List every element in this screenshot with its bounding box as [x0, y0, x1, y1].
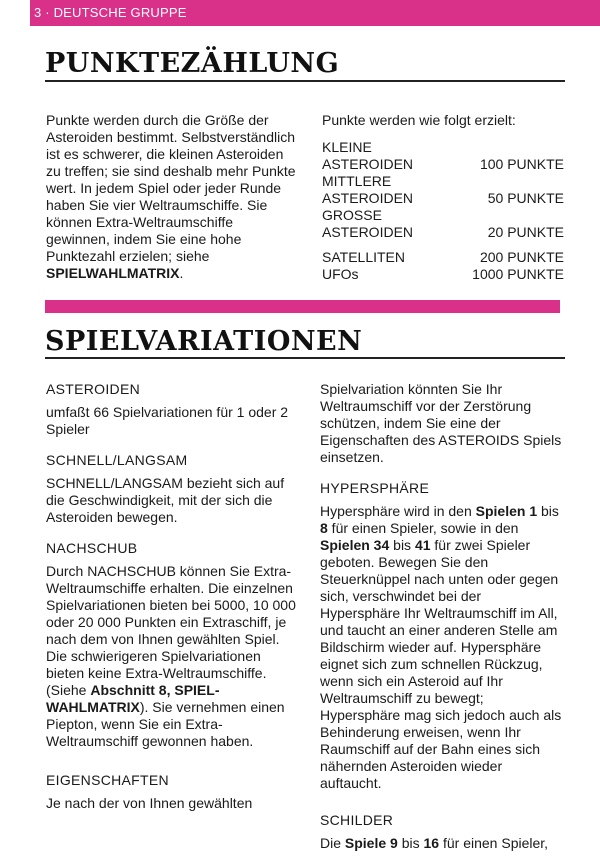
eigenschaften-text: Je nach der von Ihnen gewählten	[46, 795, 253, 811]
chapter-header-label: 3 · DEUTSCHE GRUPPE	[34, 5, 187, 20]
score-points: 100 PUNKTE	[479, 156, 564, 172]
score-label: MITTLERE ASTEROIDEN	[322, 173, 414, 206]
scoring-text-end: .	[179, 265, 184, 281]
chapter-header	[30, 0, 600, 26]
subheading-nachschub: NACHSCHUB	[46, 540, 138, 556]
scoring-intro: Punkte werden wie folgt erzielt:	[322, 112, 516, 128]
subheading-eigenschaften: EIGENSCHAFTEN	[46, 772, 169, 788]
nachschub-reference: Abschnitt 8, SPIEL-WAHLMATRIX	[46, 682, 220, 715]
score-label: GROSSE ASTEROIDEN	[322, 207, 414, 240]
schilder-game-ref: 16	[423, 835, 440, 851]
schilder-text-part: bis	[397, 835, 424, 851]
schilder-text-part: für einen Spieler,	[439, 835, 549, 851]
subheading-schnell-langsam: SCHNELL/LANGSAM	[46, 452, 188, 468]
nachschub-text-end: ). Sie vernehmen einen Piepton, wenn Sie ein Extra-Weltraumschiff gewonnen haben.	[46, 699, 285, 749]
hyper-game-ref: 41	[414, 537, 431, 553]
score-row	[322, 249, 564, 266]
section-title-punktezaehlung: PUNKTEZÄHLUNG	[45, 48, 340, 79]
score-label: SATELLITEN	[322, 249, 405, 265]
title-rule	[45, 357, 565, 359]
score-row	[322, 173, 564, 207]
score-label: KLEINE ASTEROIDEN	[322, 139, 414, 172]
hyper-text: Hypersphäre wird in den	[320, 503, 476, 519]
asteroiden-text: umfaßt 66 Spielvariationen für 1 oder 2 Spieler	[46, 404, 289, 437]
nachschub-text-start: Durch NACHSCHUB können Sie Extra-Weltraumschiffe erhalten. Die einzelnen Spielvariationen bieten bei 5000, 10 000 oder 20 000 Punkten ein Extraschiff, je nach dem von Ihnen gewählten Spiel. Die schwierigeren Spielvariationen bieten keine Extra-Weltraumschiffe. (Siehe	[46, 563, 296, 698]
hyper-game-ref: Spielen 1	[475, 503, 538, 519]
hyper-game-ref: Spielen 34	[320, 537, 390, 553]
subheading-schilder: SCHILDER	[320, 812, 394, 828]
section-title-spielvariationen: SPIELVARIATIONEN	[45, 326, 363, 357]
scoring-text: Punkte werden durch die Größe der Asteroiden bestimmt. Selbstverständlich ist es schwerer, die kleinen Asteroiden zu treffen; sie sind deshalb mehr Punkte wert. In jedem Spiel oder jeder Runde haben Sie vier Weltraumschiffe. Sie können Extra-Weltraumschiffe gewinnen, indem Sie eine hohe Punktezahl erzielen; siehe	[46, 112, 296, 264]
score-points: 50 PUNKTE	[487, 190, 564, 206]
schnell-text: SCHNELL/LANGSAM bezieht sich auf die Geschwindigkeit, mit der sich die Asteroiden bewegen.	[46, 475, 285, 525]
hyper-text: für zwei Spieler geboten. Bewegen Sie den Steuerknüppel nach unten oder gegen sich, verschwindet bei der Hypersphäre Ihr Weltraumschiff im All, und taucht an einer anderen Stelle am Bildschirm wieder auf. Hypersphäre eignet sich zum schnellen Rückzug, wenn sich ein Asteroid auf Ihr Weltraumschiff zu bewegt; Hypersphäre mag sich jedoch auch als Behinderung erweisen, wenn Ihr Raumschiff auf der Bahn eines sich nähernden Asteroiden wieder auftaucht.	[320, 537, 562, 791]
hyper-text: bis	[389, 537, 415, 553]
hyper-text: für einen Spieler, sowie in den	[327, 520, 519, 536]
schilder-game-ref: Spiele 9	[344, 835, 398, 851]
hyper-game-ref: 8	[320, 520, 328, 536]
scoring-table	[322, 112, 564, 283]
hypersphaere-text	[320, 503, 564, 792]
score-points: 200 PUNKTE	[479, 249, 564, 265]
score-points: 20 PUNKTE	[487, 224, 564, 240]
schilder-text	[320, 835, 564, 852]
score-label: UFOs	[322, 266, 359, 282]
nachschub-text	[46, 563, 296, 750]
subheading-asteroiden: ASTEROIDEN	[46, 381, 141, 397]
scoring-description	[46, 112, 296, 282]
score-row	[322, 266, 564, 283]
score-points: 1000 PUNKTE	[472, 266, 564, 282]
title-rule	[45, 80, 565, 82]
variations-right-column	[320, 381, 564, 866]
subheading-hypersphaere: HYPERSPHÄRE	[320, 480, 430, 496]
score-row	[322, 139, 564, 173]
eigenschaften-continued: Spielvariation könnten Sie Ihr Weltraumschiff vor der Zerstörung schützen, indem Sie eine der Eigenschaften des ASTEROIDS Spiels einsetzen.	[320, 381, 562, 465]
hyper-text: bis	[537, 503, 559, 519]
schilder-text-part: Die	[320, 835, 345, 851]
score-row	[322, 207, 564, 241]
section-divider-band	[45, 300, 560, 313]
variations-left-column	[46, 381, 296, 826]
matrix-reference: SPIELWAHLMATRIX	[46, 265, 180, 281]
